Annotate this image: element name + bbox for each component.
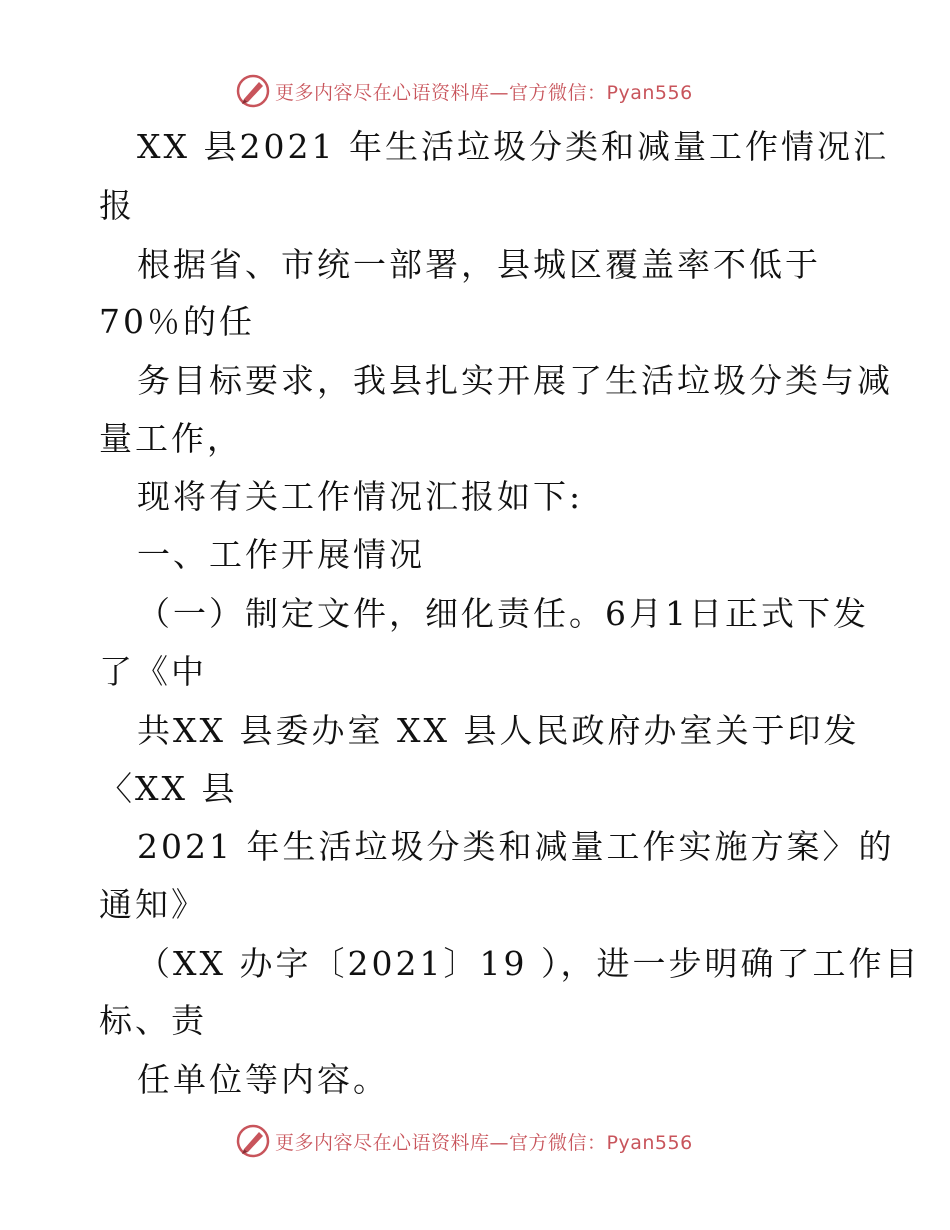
doc-paragraph-line: 2021 年生活垃圾分类和减量工作实施方案〉的 bbox=[137, 827, 895, 866]
watermark-text: 更多内容尽在心语资料库—官方微信：Pyan556 bbox=[275, 1131, 693, 1154]
doc-paragraph-line: （XX 办字〔2021〕19 ），进一步明确了工作目 bbox=[137, 944, 921, 983]
pen-logo-icon bbox=[235, 1123, 271, 1159]
doc-section-heading: 一、工作开展情况 bbox=[137, 535, 425, 574]
doc-paragraph-line: （一）制定文件，细化责任。6月1日正式下发 bbox=[137, 594, 869, 633]
doc-title-line-1: XX 县2021 年生活垃圾分类和减量工作情况汇 bbox=[137, 127, 889, 166]
doc-paragraph-line: 务目标要求，我县扎实开展了生活垃圾分类与减 bbox=[137, 361, 893, 400]
footer-watermark bbox=[235, 1121, 693, 1161]
doc-paragraph-line: 任单位等内容。 bbox=[137, 1060, 389, 1099]
doc-paragraph-line: 70％的任 bbox=[99, 302, 255, 341]
doc-paragraph-line: 根据省、市统一部署，县城区覆盖率不低于 bbox=[137, 245, 821, 284]
doc-paragraph-line: 现将有关工作情况汇报如下: bbox=[137, 477, 584, 516]
doc-paragraph-line: 〈XX 县 bbox=[99, 769, 238, 808]
doc-paragraph-line: 共XX 县委办室 XX 县人民政府办室关于印发 bbox=[137, 711, 860, 750]
doc-paragraph-line: 通知》 bbox=[99, 885, 207, 924]
doc-title-line-2: 报 bbox=[99, 186, 135, 225]
doc-paragraph-line: 量工作， bbox=[99, 419, 243, 458]
watermark-text: 更多内容尽在心语资料库—官方微信：Pyan556 bbox=[275, 81, 693, 104]
doc-paragraph-line: 了《中 bbox=[99, 652, 207, 691]
doc-paragraph-line: 标、责 bbox=[99, 1001, 207, 1040]
